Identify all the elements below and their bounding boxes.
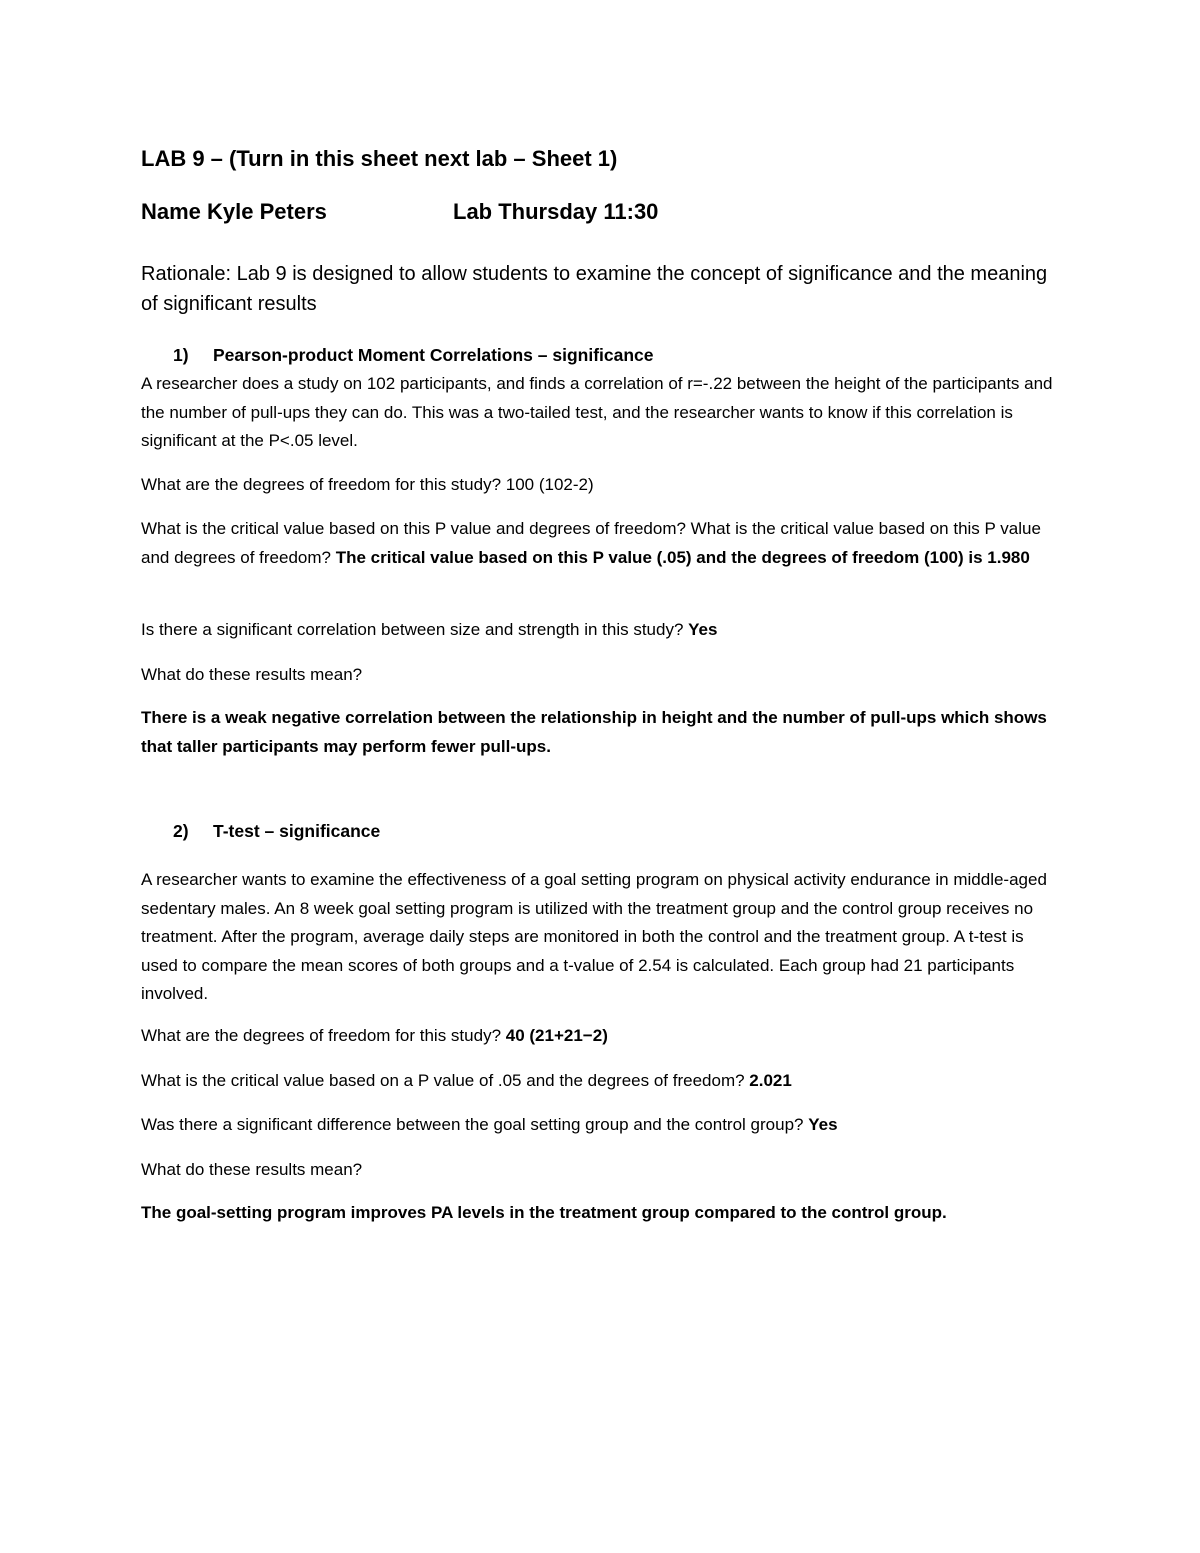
section2-number: 2) [173,821,189,841]
section1-answer2: The critical value based on this P value (.05) and the degrees of freedom (100) is 1.980 [335,547,1030,567]
section1-answer3: Yes [688,620,718,639]
section2-answer1: 40 (21+21−2) [505,1026,608,1045]
section2-question1 [141,1022,1061,1051]
section1-question4: What do these results mean? [141,665,363,684]
section2-heading-text: T-test – significance [213,821,381,841]
section2-question4: What do these results mean? [141,1160,363,1179]
section1-heading-text: Pearson-product Moment Correlations – significance [213,345,654,365]
section1-question3 [141,616,1061,645]
section2-answer3: Yes [808,1115,838,1134]
section2-question3 [141,1111,1061,1140]
section2-question2-text: What is the critical value based on a P value of .05 and the degrees of freedom? [141,1071,745,1090]
section2-question3-text: Was there a significant difference between the goal setting group and the control group? [141,1115,804,1134]
section1-intro: A researcher does a study on 102 participants, and finds a correlation of r=-.22 between the height of the participants and the number of pull-ups they can do. This was a two-tailed test, and the researcher wants to know if this correlation is significant at the P<.05 level. [141,374,1053,450]
section2-question1-text: What are the degrees of freedom for this study? [141,1026,502,1045]
name-line [141,199,659,225]
section1-question1: What are the degrees of freedom for this study? 100 (102-2) [141,475,594,494]
section1-question2-text: What is the critical value based on this P value and degrees of freedom? What is the critical value based on this P value and degrees of freedom? [141,519,1041,567]
section1-heading [173,345,654,366]
section1-question3-text: Is there a significant correlation between size and strength in this study? [141,620,684,639]
section1-number: 1) [173,345,189,365]
section2-answer4: The goal-setting program improves PA levels in the treatment group compared to the control group. [141,1203,947,1222]
lab-info: Lab Thursday 11:30 [453,199,659,224]
section2-intro: A researcher wants to examine the effectiveness of a goal setting program on physical activity endurance in middle-aged sedentary males. An 8 week goal setting program is utilized with the treatment group and the control group receives no treatment. After the program, average daily steps are monitored in both the control and the treatment group. A t-test is used to compare the mean scores of both groups and a t-value of 2.54 is calculated. Each group had 21 participants involved. [141,870,1047,1003]
section2-question2 [141,1067,1061,1096]
student-name: Name Kyle Peters [141,199,327,224]
section2-answer2: 2.021 [749,1071,792,1090]
section2-heading [173,821,380,842]
section1-question2 [141,515,1061,572]
rationale-paragraph: Rationale: Lab 9 is designed to allow students to examine the concept of significance and the meaning of significant results [141,263,1048,315]
section1-answer4: There is a weak negative correlation between the relationship in height and the number of pull-ups which shows that taller participants may perform fewer pull-ups. [141,708,1047,756]
document-title: LAB 9 – (Turn in this sheet next lab – Sheet 1) [141,146,618,171]
